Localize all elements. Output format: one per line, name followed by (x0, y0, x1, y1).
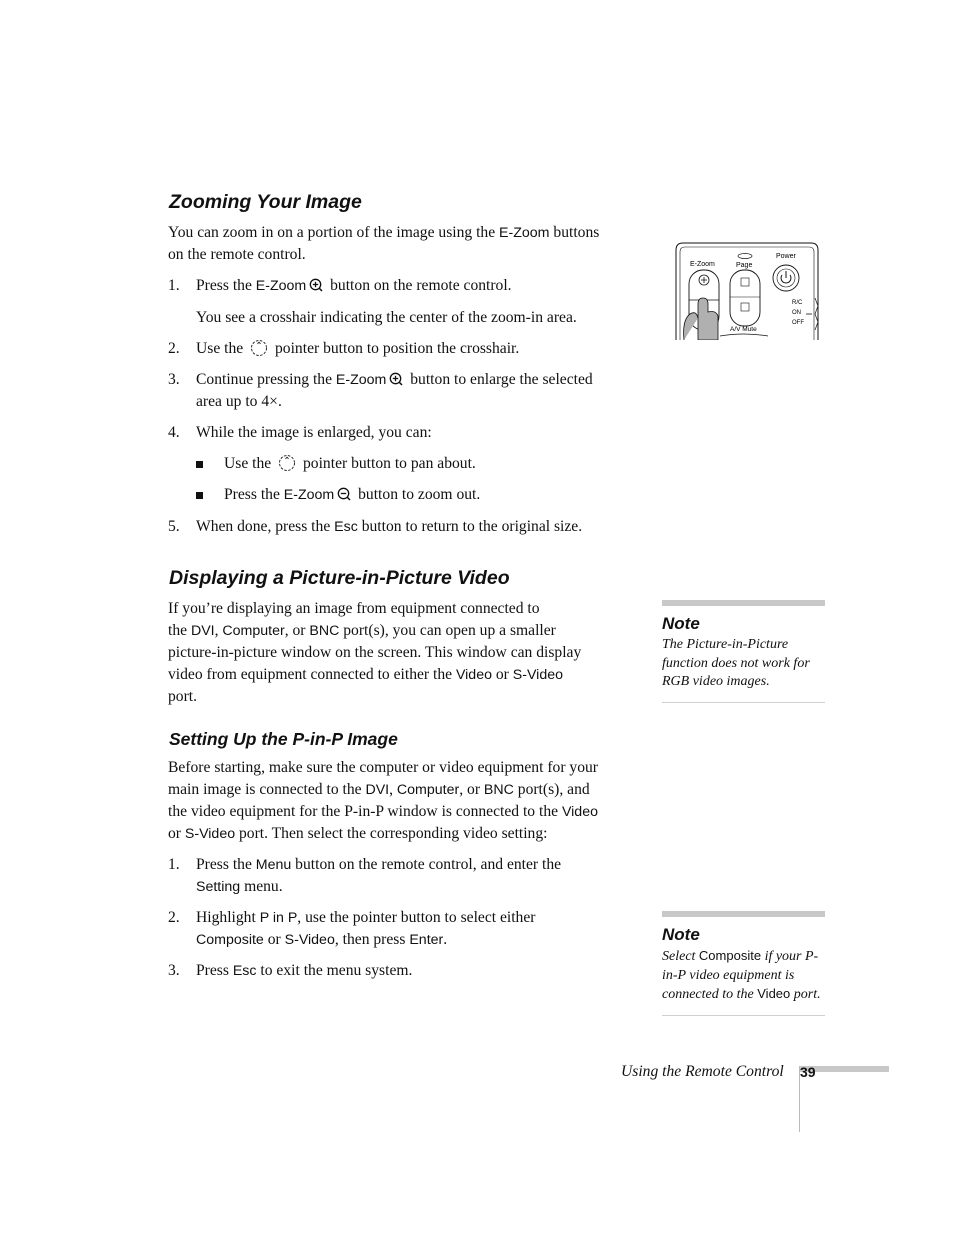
zoom-step-3: 3. Continue pressing the E-Zoom button to enlarge the selected area up to 4×. (168, 371, 593, 410)
footer-section-title: Using the Remote Control (621, 1063, 784, 1080)
page-number: 39 (800, 1064, 816, 1080)
bullet-square-icon (196, 461, 203, 468)
remote-rc-label: R/C (792, 300, 803, 306)
note-text: The Picture-in-Picture function does not work for RGB video images. (662, 637, 810, 689)
section-heading-zoom: Zooming Your Image (169, 191, 362, 213)
bullet-square-icon (196, 492, 203, 499)
zoom-step-2: 2. Use the pointer button to position the crosshair. (168, 340, 520, 357)
subsection-heading-setup: Setting Up the P-in-P Image (169, 729, 398, 749)
remote-power-label: Power (776, 253, 796, 260)
note-title: Note (662, 614, 700, 633)
pip-paragraph: If you’re displaying an image from equipment connected to the DVI, Computer, or BNC port(s), you can open up a smaller picture-in-picture window on the screen. This window can display video from equipment connected to either the Video or S-Video port. (168, 600, 582, 705)
zoom-out-icon (337, 487, 351, 501)
pointer-button-icon (278, 454, 296, 472)
pointer-button-icon (250, 339, 268, 357)
setup-paragraph: Before starting, make sure the computer or video equipment for your main image is connected to the DVI, Computer, or BNC port(s), and the video equipment for the P-in-P window is connected to the Video or S-Video port. Then select the corresponding video setting: (168, 759, 598, 842)
note-title: Note (662, 925, 700, 944)
zoom-intro: You can zoom in on a portion of the image using the E-Zoom buttons on the remote control. (168, 224, 600, 263)
setup-step-2: 2. Highlight P in P, use the pointer button to select either Composite or S-Video, then press Enter. (168, 909, 536, 948)
note-text: Select Composite if your P-in-P video equipment is connected to the Video port. (662, 948, 821, 1002)
zoom-bullet-pan: Use the pointer button to pan about. (196, 453, 636, 475)
zoom-step-5: 5. When done, press the Esc button to return to the original size. (168, 518, 583, 535)
remote-control-illustration (672, 240, 822, 340)
zoom-step-1: 1. Press the E-Zoom button on the remote control. (168, 277, 512, 294)
remote-avmute-label: A/V Mute (730, 326, 757, 333)
remote-ezoom-label: E-Zoom (690, 261, 715, 268)
note-pip-rgb (662, 600, 825, 703)
setup-step-1: 1. Press the Menu button on the remote control, and enter the Setting menu. (168, 856, 562, 895)
setup-step-3: 3. Press Esc to exit the menu system. (168, 962, 413, 979)
note-composite (662, 911, 825, 1016)
remote-off-label: OFF (792, 320, 804, 326)
remote-page-label: Page (736, 262, 753, 269)
remote-on-label: ON (792, 310, 801, 316)
zoom-in-icon (309, 278, 323, 292)
zoom-step-4: 4. While the image is enlarged, you can: (168, 424, 432, 441)
zoom-bullet-zoom-out: Press the E-Zoom button to zoom out. (196, 484, 636, 506)
section-heading-pip: Displaying a Picture-in-Picture Video (169, 567, 510, 589)
zoom-in-icon (389, 372, 403, 386)
zoom-step-1-result: You see a crosshair indicating the center of the zoom-in area. (196, 309, 577, 326)
remote-page-button (730, 270, 760, 326)
